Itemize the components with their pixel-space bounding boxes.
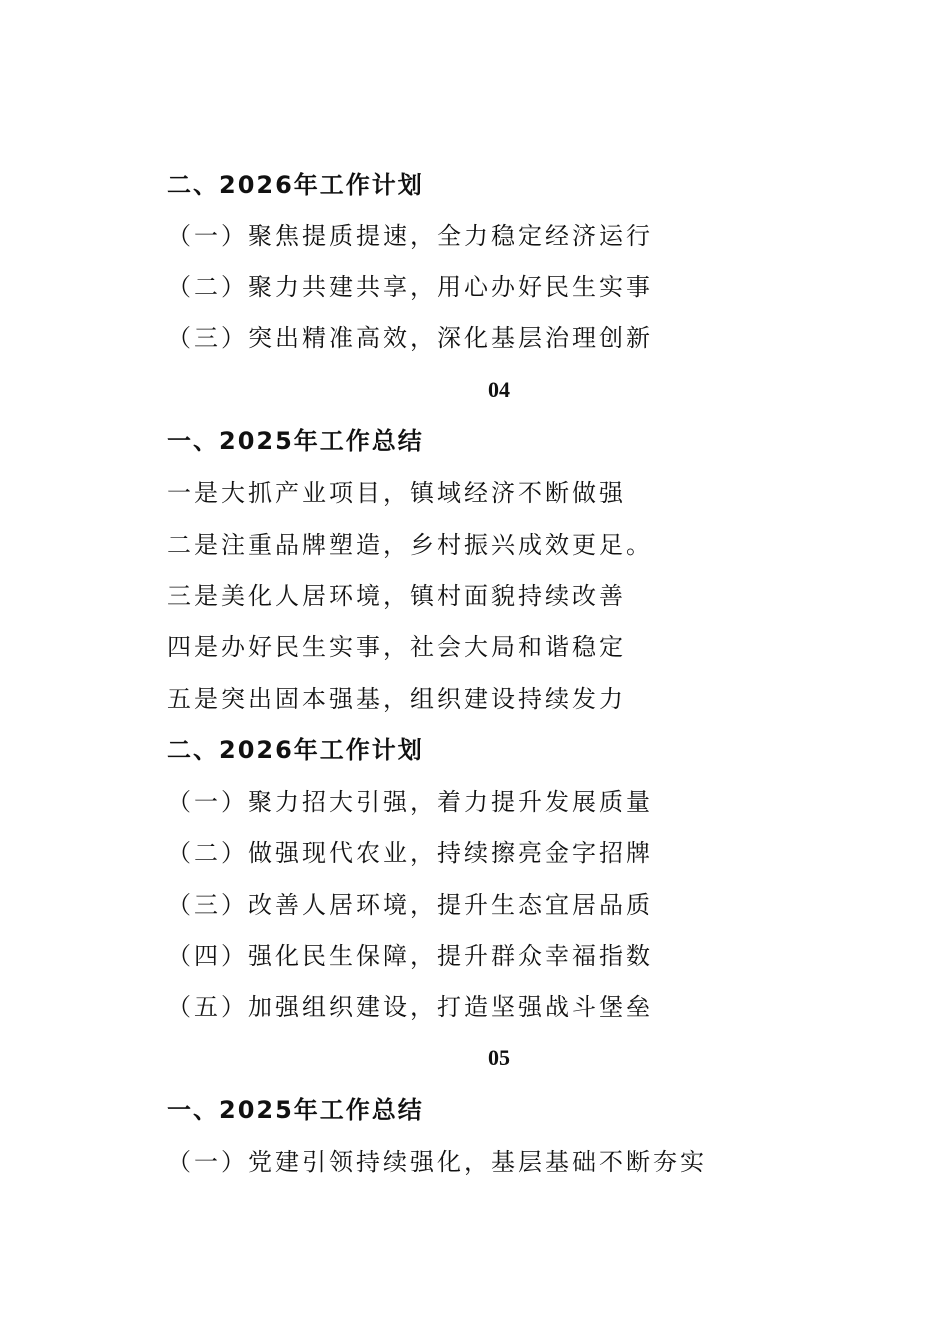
summary-item-5: 五是突出固本强基，组织建设持续发力 (167, 685, 626, 713)
plan-item-1: （一）聚力招大引强，着力提升发展质量 (167, 788, 653, 816)
summary-item-1: （一）党建引领持续强化，基层基础不断夯实 (167, 1148, 707, 1176)
summary-item-3: 三是美化人居环境，镇村面貌持续改善 (167, 582, 626, 610)
section-heading-plan-2026: 二、2026年工作计划 (167, 736, 424, 764)
section-number-04: 04 (488, 377, 510, 402)
plan-item-3: （三）突出精准高效，深化基层治理创新 (167, 324, 653, 352)
section-heading-summary-2025: 一、2025年工作总结 (167, 1096, 424, 1124)
plan-item-4: （四）强化民生保障，提升群众幸福指数 (167, 942, 653, 970)
summary-item-4: 四是办好民生实事，社会大局和谐稳定 (167, 633, 626, 661)
plan-item-3: （三）改善人居环境，提升生态宜居品质 (167, 891, 653, 919)
plan-item-1: （一）聚焦提质提速，全力稳定经济运行 (167, 222, 653, 250)
summary-item-1: 一是大抓产业项目，镇域经济不断做强 (167, 479, 626, 507)
section-heading-plan-2026: 二、2026年工作计划 (167, 171, 424, 199)
summary-item-2: 二是注重品牌塑造，乡村振兴成效更足。 (167, 531, 653, 559)
plan-item-2: （二）聚力共建共享，用心办好民生实事 (167, 273, 653, 301)
section-number-05: 05 (488, 1045, 510, 1070)
plan-item-5: （五）加强组织建设，打造坚强战斗堡垒 (167, 993, 653, 1021)
plan-item-2: （二）做强现代农业，持续擦亮金字招牌 (167, 839, 653, 867)
section-heading-summary-2025: 一、2025年工作总结 (167, 427, 424, 455)
